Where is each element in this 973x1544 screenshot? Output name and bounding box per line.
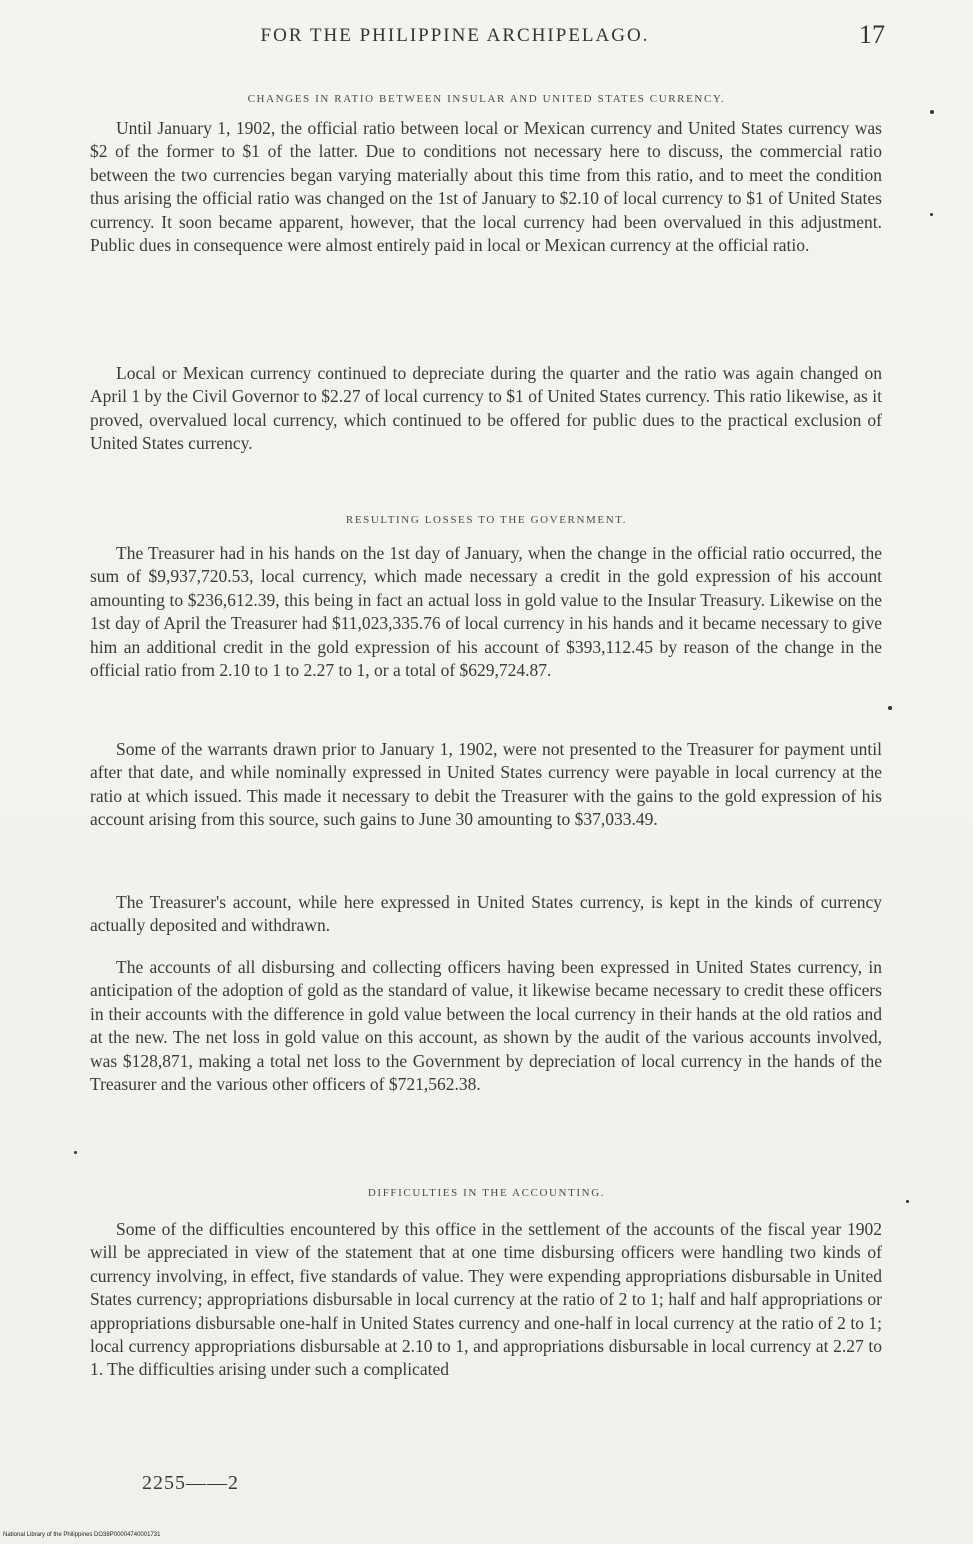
scan-speck: [906, 1200, 909, 1203]
section-heading-currency-ratio: CHANGES IN RATIO BETWEEN INSULAR AND UNITED STATES CURRENCY.: [247, 93, 726, 105]
printer-signature-mark: 2255——2: [142, 1472, 239, 1494]
scan-speck: [930, 110, 934, 114]
scan-credit-line: National Library of the Philippines DO38P00004740001731: [3, 1532, 161, 1538]
paragraph: The Treasurer had in his hands on the 1st day of January, when the change in the official ratio occurred, the sum of $9,937,720.53, local currency, which made necessary a credit in the gold expression of his account amounting to $236,612.39, this being in fact an actual loss in gold value to the Insular Treasury. Likewise on the 1st day of April the Treasurer had $11,023,335.76 of local currency in his hands and it became necessary to give him an additional credit in the gold expression of his account of $393,112.45 by reason of the change in the official ratio from 2.10 to 1 to 2.27 to 1, or a total of $629,724.87.: [90, 543, 882, 681]
section-heading-accounting-difficulties: DIFFICULTIES IN THE ACCOUNTING.: [367, 1187, 606, 1199]
section-heading-resulting-losses: RESULTING LOSSES TO THE GOVERNMENT.: [345, 514, 628, 526]
paragraph: Some of the difficulties encountered by this office in the settlement of the accounts of the fiscal year 1902 will be appreciated in view of the statement that at one time disbursing officers were handling two kinds of currency involving, in effect, five standards of value. They were expending appropriations disbursable in United States currency; appropriations disbursable in local currency at the ratio of 2 to 1; half and half appropriations or appropriations disbursable one-half in United States currency and one-half in local currency at the ratio of 2 to 1; local currency appropriations disbursable at 2.10 to 1, and appropriations disbursable in local currency at 2.27 to 1. The difficulties arising under such a complicated: [90, 1219, 882, 1380]
paragraph: Some of the warrants drawn prior to January 1, 1902, were not presented to the Treasurer for payment until after that date, and while nominally expressed in United States currency were payable in local currency at the ratio at which issued. This made it necessary to debit the Treasurer with the gains to the gold expression of his account arising from this source, such gains to June 30 amounting to $37,033.49.: [90, 739, 882, 830]
running-title: FOR THE PHILIPPINE ARCHIPELAGO.: [260, 25, 650, 46]
paragraph: The Treasurer's account, while here expressed in United States currency, is kept in the kinds of currency actually deposited and withdrawn.: [90, 892, 882, 936]
scan-speck: [888, 706, 892, 710]
scan-speck: [74, 1151, 77, 1154]
page-number: 17: [859, 20, 885, 49]
paragraph: Local or Mexican currency continued to depreciate during the quarter and the ratio was again changed on April 1 by the Civil Governor to $2.27 of local currency to $1 of United States currency. This ratio likewise, as it proved, overvalued local currency, which continued to be offered for public dues to the practical exclusion of United States currency.: [90, 363, 882, 454]
scan-speck: [930, 213, 933, 216]
paragraph: The accounts of all disbursing and collecting officers having been expressed in United States currency, in anticipation of the adoption of gold as the standard of value, it likewise became necessary to credit these officers in their accounts with the difference in gold value between the local currency in their hands at the old ratios and at the new. The net loss in gold value on this account, as shown by the audit of the various accounts involved, was $128,871, making a total net loss to the Government by depreciation of local currency in the hands of the Treasurer and the various other officers of $721,562.38.: [90, 957, 882, 1095]
paragraph: Until January 1, 1902, the official ratio between local or Mexican currency and United States currency was $2 of the former to $1 of the latter. Due to conditions not necessary here to discuss, the commercial ratio between the two currencies began varying materially about this time from this ratio, and to meet the condition thus arising the official ratio was changed on the 1st of January to $2.10 of local currency to $1 of United States currency. It soon became apparent, however, that the local currency had been overvalued in this adjustment. Public dues in consequence were almost entirely paid in local or Mexican currency at the official ratio.: [90, 118, 882, 256]
